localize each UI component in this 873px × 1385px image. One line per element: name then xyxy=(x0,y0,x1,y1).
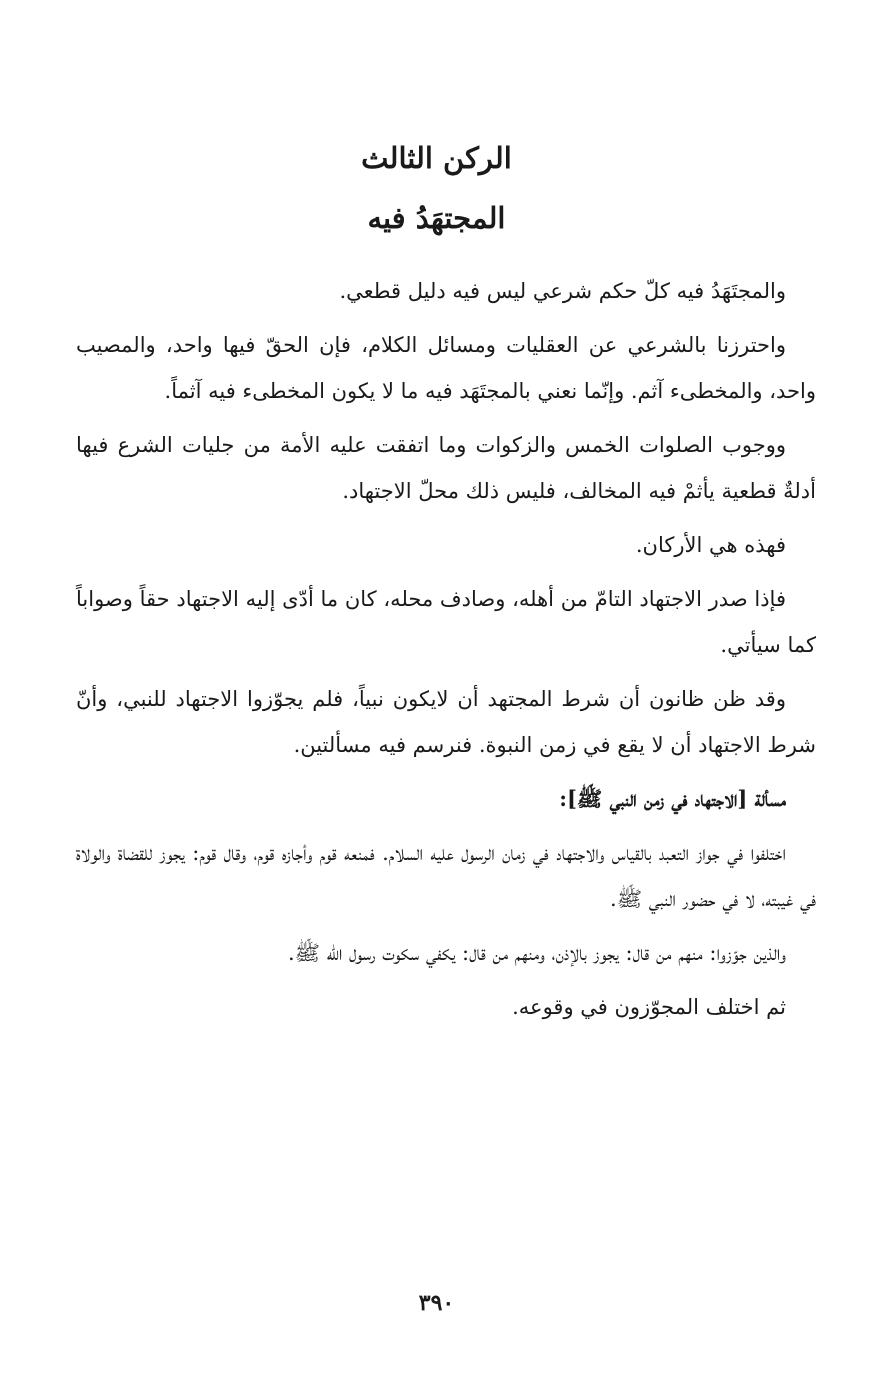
body-text xyxy=(76,268,816,1038)
paragraph: والمجتَهَدُ فيه كلّ حكم شرعي ليس فيه دليل قطعي. xyxy=(339,279,786,303)
section-subtitle: المجتهَدُ فيه xyxy=(367,201,506,235)
page-number: ٣٩٠ xyxy=(418,1290,455,1316)
issue-title: مسألة [الاجتهاد في زمن النبي ﷺ]: xyxy=(559,786,786,811)
paragraph: واحترزنا بالشرعي عن العقليات ومسائل الكلام، فإن الحقّ فيها واحد، والمصيب واحد، والمخطىء آثم. وإنّما نعني بالمجتَهَد فيه ما لا يكون المخطىء فيه آثماً. xyxy=(76,333,816,403)
paragraph: والذين جوّزوا: منهم من قال: يجوز بالإذن، ومنهم من قال: يكفي سكوت رسول الله ﷺ. xyxy=(287,941,786,965)
paragraph: فإذا صدر الاجتهاد التامّ من أهله، وصادف محله، كان ما أدّى إليه الاجتهاد حقاً وصواباً كما سيأتي. xyxy=(76,587,816,657)
paragraph: وقد ظن ظانون أن شرط المجتهد أن لايكون نبياً، فلم يجوّزوا الاجتهاد للنبي، وأنّ شرط الاجتهاد أن لا يقع في زمن النبوة. فنرسم فيه مسألتين. xyxy=(76,687,816,757)
paragraph: ووجوب الصلوات الخمس والزكوات وما اتفقت عليه الأمة من جليات الشرع فيها أدلةٌ قطعية يأثمْ فيه المخالف، فليس ذلك محلّ الاجتهاد. xyxy=(76,433,816,503)
paragraph: اختلفوا في جواز التعبد بالقياس والاجتهاد في زمان الرسول عليه السلام. فمنعه قوم وأجازه قوم، وقال قوم: يجوز للقضاة والولاة في غيبته، لا في حضور النبي ﷺ. xyxy=(76,841,816,911)
paragraph: فهذه هي الأركان. xyxy=(635,533,786,557)
part-title: الركن الثالث xyxy=(361,141,512,175)
paragraph: ثم اختلف المجوّزون في وقوعه. xyxy=(512,995,786,1019)
